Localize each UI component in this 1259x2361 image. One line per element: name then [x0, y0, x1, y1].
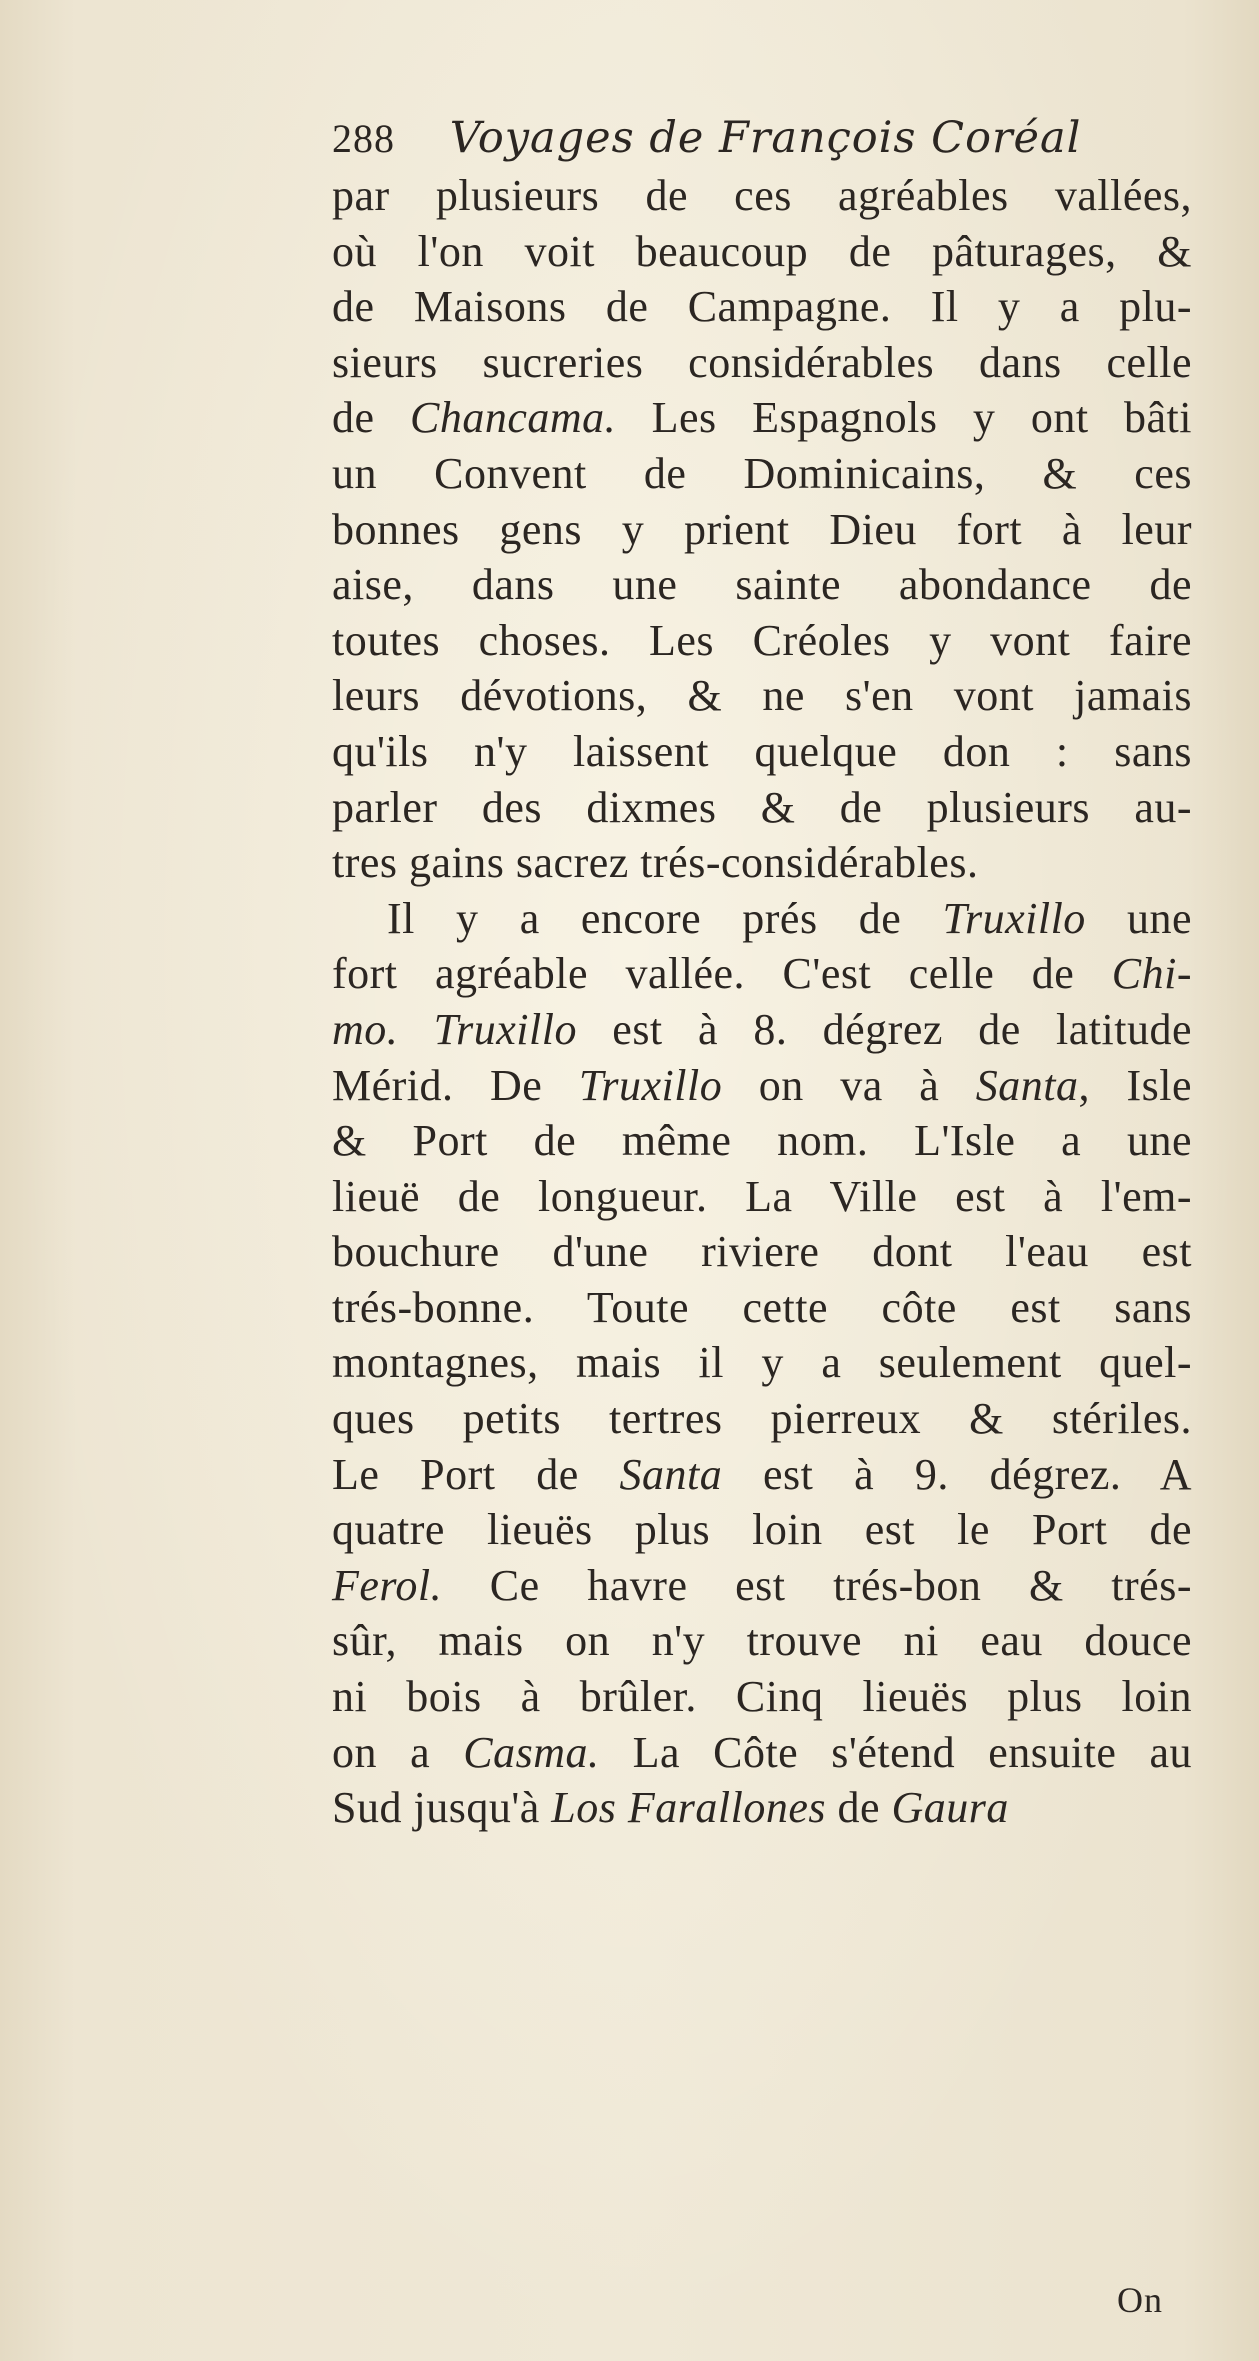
text-line	[332, 1502, 1192, 1558]
text-segment: on a	[332, 1727, 464, 1777]
text-segment: ques petits tertres pierreux & stériles.	[332, 1394, 1192, 1444]
text-segment: Le Port de	[332, 1449, 620, 1499]
text-segment: quatre lieuës plus loin est le Port de	[332, 1505, 1192, 1555]
text-line	[332, 1669, 1192, 1725]
text-line	[332, 446, 1192, 502]
text-segment: on va à	[722, 1060, 976, 1110]
text-line	[332, 1613, 1192, 1669]
text-line	[332, 1113, 1192, 1169]
text-segment: ni bois à brûler. Cinq lieuës plus loin	[332, 1672, 1192, 1722]
text-line	[332, 279, 1192, 335]
text-segment: leurs dévotions, & ne s'en vont jamais	[332, 671, 1192, 721]
text-line	[332, 613, 1192, 669]
text-segment: Les Espagnols y ont bâti	[616, 393, 1193, 443]
text-line	[332, 1002, 1192, 1058]
italic-text-segment: Santa	[619, 1449, 723, 1499]
text-line	[332, 335, 1192, 391]
text-segment: Mérid. De	[332, 1060, 579, 1110]
italic-text-segment: mo. Truxillo	[332, 1004, 577, 1054]
text-segment: est à 9. dégrez. A	[722, 1449, 1192, 1499]
italic-text-segment: Chi-	[1111, 949, 1192, 999]
text-segment: une	[1085, 893, 1193, 943]
text-segment: toutes choses. Les Créoles y vont faire	[332, 615, 1192, 665]
text-segment: aise, dans une sainte abondance de	[332, 560, 1192, 610]
text-segment: sûr, mais on n'y trouve ni eau douce	[332, 1616, 1192, 1666]
text-line	[332, 1335, 1192, 1391]
text-segment: bonnes gens y prient Dieu fort à leur	[332, 504, 1192, 554]
text-segment: par plusieurs de ces agréables vallées,	[332, 171, 1192, 220]
page-number: 288	[332, 116, 395, 161]
text-line	[332, 502, 1192, 558]
italic-text-segment: Santa	[975, 1060, 1079, 1110]
text-segment: de	[825, 1783, 892, 1833]
text-segment: sieurs sucreries considérables dans celle	[332, 337, 1192, 387]
text-segment: qu'ils n'y laissent quelque don : sans	[332, 726, 1192, 776]
text-line	[332, 557, 1192, 613]
text-segment: , Isle	[1078, 1060, 1193, 1110]
text-line	[332, 168, 1192, 224]
text-line	[332, 1224, 1192, 1280]
text-segment: de	[332, 393, 410, 443]
text-segment: tres gains sacrez trés-considérables.	[332, 838, 979, 888]
italic-text-segment: Chancama.	[409, 393, 617, 443]
italic-text-segment: Truxillo	[942, 893, 1086, 943]
running-title: Voyages de François Coréal	[449, 113, 1082, 163]
text-line	[332, 946, 1192, 1002]
text-segment: Ce havre est trés-bon & trés-	[442, 1560, 1192, 1610]
text-segment: & Port de même nom. L'Isle a une	[332, 1116, 1192, 1166]
italic-text-segment: Gaura	[891, 1783, 1009, 1833]
page-header	[332, 108, 1152, 168]
text-line	[332, 891, 1192, 947]
text-segment: est à 8. dégrez de latitude	[576, 1004, 1192, 1054]
text-line	[332, 390, 1192, 446]
text-segment: Il y a encore prés de	[387, 893, 943, 943]
text-line	[332, 724, 1192, 780]
italic-text-segment: Ferol.	[332, 1560, 443, 1610]
italic-text-segment: Los Farallones	[551, 1783, 826, 1833]
text-line	[332, 1058, 1192, 1114]
text-line	[332, 668, 1192, 724]
text-segment: un Convent de Dominicains, & ces	[332, 448, 1192, 498]
text-segment: bouchure d'une riviere dont l'eau est	[332, 1227, 1192, 1277]
text-line	[332, 1169, 1192, 1225]
text-segment: parler des dixmes & de plusieurs au-	[332, 782, 1192, 832]
text-segment: où l'on voit beaucoup de pâturages, &	[332, 226, 1192, 276]
text-line	[332, 1725, 1192, 1781]
text-line	[332, 1280, 1192, 1336]
text-line	[332, 1391, 1192, 1447]
text-line	[332, 224, 1192, 280]
text-line	[332, 1447, 1192, 1503]
catchword: On	[1117, 2280, 1163, 2320]
text-segment: de Maisons de Campagne. Il y a plu-	[332, 282, 1192, 332]
text-segment: montagnes, mais il y a seulement quel-	[332, 1338, 1192, 1388]
text-line	[332, 835, 1192, 891]
text-segment: La Côte s'étend ensuite au	[599, 1727, 1192, 1777]
text-segment: lieuë de longueur. La Ville est à l'em-	[332, 1171, 1192, 1221]
text-line	[332, 1558, 1192, 1614]
text-segment: Sud jusqu'à	[332, 1783, 552, 1833]
text-segment: fort agréable vallée. C'est celle de	[332, 949, 1112, 999]
body-text	[332, 168, 1192, 1836]
italic-text-segment: Truxillo	[578, 1060, 723, 1110]
text-line	[332, 1780, 1192, 1836]
text-line	[332, 780, 1192, 836]
italic-text-segment: Casma.	[463, 1727, 600, 1777]
text-segment: trés-bonne. Toute cette côte est sans	[332, 1282, 1192, 1332]
